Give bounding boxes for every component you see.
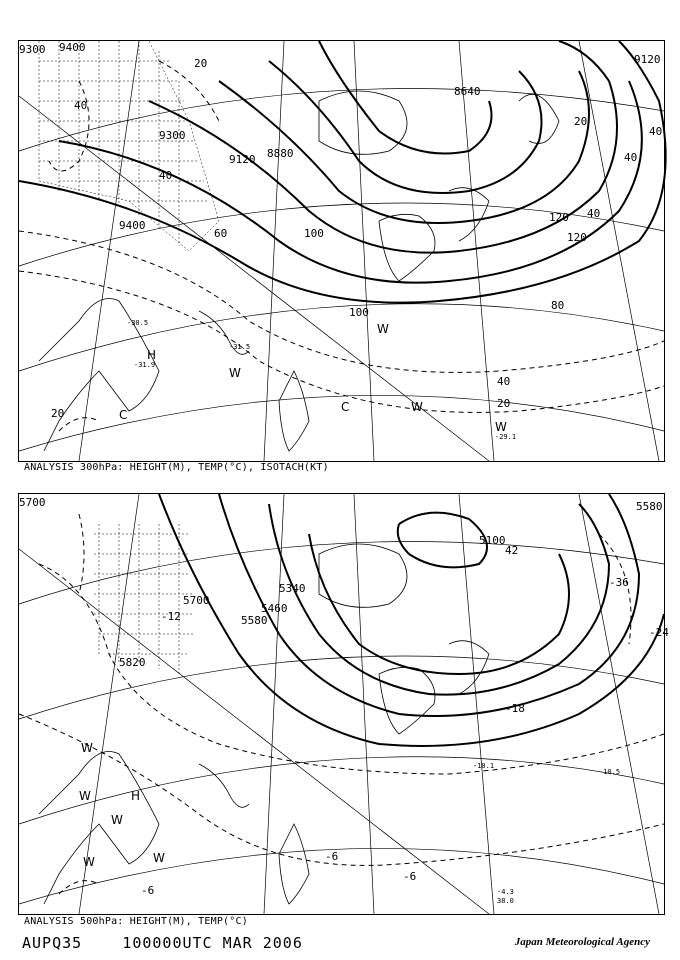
isotach-label: 40 [159,169,173,182]
warm-center: W [81,741,93,755]
height-label: 5580 [636,500,663,513]
height-label: 8880 [267,147,294,160]
map-grid [19,494,664,914]
isotach-label: 40 [74,99,88,112]
height-label: 9120 [634,53,661,66]
isotach-label: 20 [497,397,511,410]
warm-center: W [229,366,241,380]
isotach-label: 40 [649,125,663,138]
warm-center: W [495,420,507,434]
isotach-label: 40 [497,375,511,388]
high-pressure-center: H [147,348,157,362]
height-contours [159,494,664,746]
temp-label: -6 [141,884,155,897]
temp-label: -30.5 [127,319,149,327]
temp-label: -24 [649,626,669,639]
warm-center: W [111,813,123,827]
height-label: 8640 [454,85,481,98]
cold-center: C [119,408,128,422]
isotach-label: 100 [349,306,369,319]
temp-label: -36 [609,576,629,589]
bulletin-id: AUPQ35 [22,934,83,952]
height-contours [19,41,666,303]
analysis-500hpa-map [18,493,669,915]
station-label: -4.3 [497,888,514,896]
height-label: 9300 [19,43,46,56]
bulletin-header [22,934,303,952]
height-label: 5100 [479,534,506,547]
temp-label: -18 [505,702,525,715]
isotach-label: 60 [214,227,228,240]
station-label: -10.1 [473,762,495,770]
temp-label: -31.9 [134,361,156,369]
caption-300hpa: ANALYSIS 300hPa: HEIGHT(M), TEMP(°C), ISOTACH(KT) [24,462,329,473]
caption-500hpa: ANALYSIS 500hPa: HEIGHT(M), TEMP(°C) [24,916,248,927]
temp-label: -12 [161,610,181,623]
warm-center: W [153,851,165,865]
isotach-label: 20 [194,57,208,70]
map-300hpa-canvas [19,41,664,461]
height-label: 5820 [119,656,146,669]
height-label: 9300 [159,129,186,142]
analysis-datetime: 100000UTC MAR 2006 [122,934,303,952]
warm-center: W [79,789,91,803]
coastlines [39,544,489,904]
height-label: 5460 [261,602,288,615]
station-label: -10.5 [599,768,621,776]
coastlines [39,91,559,451]
height-label: 5580 [241,614,268,627]
cold-center: C [341,400,350,414]
agency-credit: Japan Meteorological Agency [514,936,650,948]
isotach-contours [19,61,664,431]
isotach-label: 40 [587,207,601,220]
isotach-label: 20 [574,115,588,128]
temp-label: -6 [403,870,417,883]
warm-center: W [83,855,95,869]
height-label: 9120 [229,153,256,166]
height-label: 5340 [279,582,306,595]
isotach-label: 20 [51,407,65,420]
isotach-label: 80 [551,299,565,312]
hatched-area [94,524,194,674]
isotach-label: 120 [549,211,569,224]
temp-label: -31.5 [229,343,251,351]
temp-label: -6 [325,850,339,863]
high-pressure-center: H [131,789,141,803]
map-grid [19,41,664,461]
height-label: 5700 [183,594,210,607]
isotherm-contours [19,514,664,894]
isotach-label: 40 [624,151,638,164]
station-label: 38.0 [497,897,514,905]
warm-center: W [411,400,423,414]
isotach-label: 120 [567,231,587,244]
height-label: 9400 [59,41,86,54]
analysis-300hpa-map [18,40,665,462]
isotach-label: 100 [304,227,324,240]
height-label: 5700 [19,496,46,509]
temp-label: -29.1 [495,433,517,441]
height-label: 9400 [119,219,146,232]
warm-center: W [377,322,389,336]
temp-label: 42 [505,544,519,557]
map-500hpa-canvas [19,494,669,914]
